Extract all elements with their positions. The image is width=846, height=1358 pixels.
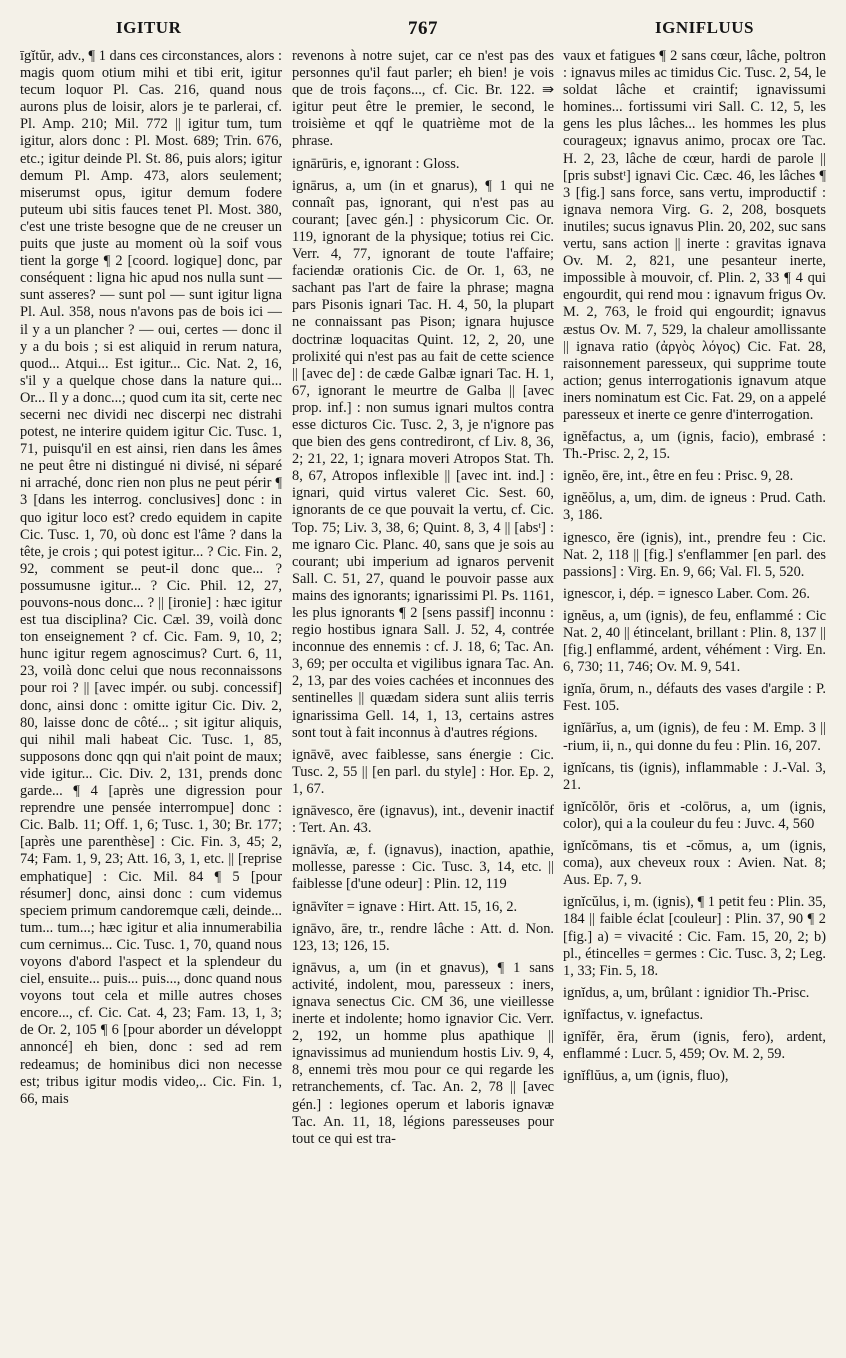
dictionary-entry: ignārūris, e, ignorant : Gloss. — [292, 155, 460, 172]
dictionary-entry: ignĭflŭus, a, um (ignis, fluo), — [563, 1068, 729, 1085]
running-head-right: IGNIFLUUS — [655, 18, 754, 37]
dictionary-entry: ignĭārĭus, a, um (ignis), de feu : M. Emp. 3 || -rium, ii, n., qui donne du feu : Plin. 16, 207. — [563, 720, 826, 754]
dictionary-entry: ignĕfactus, a, um (ignis, facio), embrasé : Th.-Prisc. 2, 2, 15. — [563, 429, 826, 463]
dictionary-entry: ignāvĭter = ignave : Hirt. Att. 15, 16, 2. — [292, 898, 518, 915]
dictionary-entry: ignesco, ĕre (ignis), int., prendre feu : Cic. Nat. 2, 118 || [fig.] s'enflammer [en parl. des passions] : Virg. En. 9, 66; Val. Fl. 5, 520. — [563, 529, 826, 580]
dictionary-entry: ignĭcŏlŏr, ōris et -colōrus, a, um (ignis, color), qui a la couleur du feu : Juvc. 4, 560 — [563, 798, 826, 832]
page-header — [0, 10, 846, 46]
dictionary-entry: ignĭfactus, v. ignefactus. — [563, 1006, 704, 1023]
dictionary-entry: ignĕo, ēre, int., être en feu : Prisc. 9, 28. — [563, 468, 794, 485]
dictionary-entry: vaux et fatigues ¶ 2 sans cœur, lâche, poltron : ignavus miles ac timidus Cic. Tusc. 2, 54, le soldat lâche et craintif; ignavissumi homines... fortissumi viri Sall. C. 12, 5, les gens les plus lâches... les hommes les plus courageux; ignavus animo, procax ore Tac. H. 2, 23, lâche de cœur, hardi de parole || [pris substᵗ] ignavi Cic. Cæc. 46, les lâches ¶ 3 [fig.] sans force, sans vertu, improductif : ignava nemora Virg. G. 2, 208, bosquets inutiles; sucus ignavus Plin. 20, 202, suc sans vertu, sans action || inerte : gravitas ignava Ov. M. 2, 821, une pesanteur inerte, impossible à mouvoir, cf. Plin. 2, 33 ¶ 4 qui engourdit, qui rend mou : ignavum frigus Ov. M. 2, 763, le froid qui engourdit; ignavus æstus Ov. M. 7, 529, la chaleur amollissante || ignava ratio (ἀργὸς λόγος) Cic. Fat. 28, raisonnement paresseux, qui supprime toute action; genus interrogationis ignavum atque iners nominatum est Cic. Fat. 29, on a appelé paresseux et inerte ce genre d'interrogation. — [563, 48, 826, 423]
column-1 — [20, 48, 282, 1350]
dictionary-entry: ignĕus, a, um (ignis), de feu, enflammé : Cic Nat. 2, 40 || étincelant, brillant : Plin. 8, 137 || [fig.] enflammé, ardent, véhément : Virg. En. 6, 730; 11, 746; Ov. M. 9, 541. — [563, 607, 826, 676]
column-2 — [292, 48, 554, 1350]
dictionary-entry: ignāvus, a, um (in et gnavus), ¶ 1 sans activité, indolent, mou, paresseux : iners, ignava senectus Cic. CM 36, une vieillesse inerte et indolente; homo ignavior Cic. Verr. 2, 192, un homme plus apathique || ignavissimus ad muniendum hostis Liv. 9, 4, 8, ennemi très mou pour ce qui regarde les retranchements, cf. Tac. An. 2, 78 || [avec gén.] : legiones operum et laboris ignavæ Tac. An. 11, 18, légions paresseuses pour tout ce qui est tra- — [292, 959, 554, 1147]
dictionary-entry: ignĭcŏmans, tis et -cŏmus, a, um (ignis, coma), aux cheveux roux : Avien. Nat. 8; Aus. Ep. 7, 9. — [563, 838, 826, 889]
dictionary-entry: ignĭcŭlus, i, m. (ignis), ¶ 1 petit feu : Plin. 35, 184 || faible éclat [couleur] : Plin. 37, 90 ¶ 2 [fig.] a) = vivacité : Cic. Fam. 15, 20, 2; b) pl., étincelles = germes : Cic. Tusc. 3, 2; Leg. 1, 33; Fin. 5, 18. — [563, 894, 826, 979]
dictionary-entry: ignāvĭa, æ, f. (ignavus), inaction, apathie, mollesse, paresse : Cic. Tusc. 3, 14, etc. || faiblesse [d'une odeur] : Plin. 12, 119 — [292, 842, 554, 893]
dictionary-entry: ignĭdus, a, um, brûlant : ignidior Th.-Prisc. — [563, 984, 810, 1001]
dictionary-entry: ignārus, a, um (in et gnarus), ¶ 1 qui ne connaît pas, ignorant, qui n'est pas au courant; [avec gén.] : physicorum Cic. Or. 119, ignorant de la physique; totius rei Cic. Verr. 4, 77, ignorant de toute l'affaire; faciendæ orationis Cic. de Or. 1, 63, ne sachant pas l'art de faire la phrase; magna pars Pisonis ignari Tac. H. 4, 50, la plupart ne connaissant pas Pison; ignara hujusce doctrinæ loquacitas Quint. 12, 2, 20, une prolixité qui n'est pas au fait de cette science || [avec de] : de cæde Galbæ ignari Tac. H. 1, 67, ignorant le meurtre de Galba || [avec prop. inf.] : non sumus ignari multos contra esse dicturos Cic. Tusc. 2, 3, je n'ignore pas que bien des gens contrediront, cf Liv. 8, 36, 2; 21, 22, 1; ignara moveri Atropos Stat. Th. 8, 67, Atropos inflexible || [avec int. ind.] : ignari, quid virtus valeret Cic. Sest. 60, ignorants de ce que pouvait la vertu, cf. Cic. Top. 75; Liv. 3, 38, 6; Quint. 8, 3, 4 || [absᵗ] : me ignaro Cic. Planc. 40, sans que je sois au courant; ubi imperium ad ignaros pervenit Sall. C. 51, 27, quand le pouvoir passe aux mains des ignorants; ignarissimi Pl. Ps. 1161, les plus ignorants ¶ 2 [sens passif] inconnu : regio hostibus ignara Sall. J. 52, 4, contrée inconnue des ennemis : cf. J. 18, 6; Tac. An. 3, 69; per occulta et vigilibus ignara Tac. An. 2, 13, par des voies cachées et inconnues des sentinelles || quædam sidera sunt aliis terris ignarissima Gell. 14, 1, 13, certains astres sont tout à fait inconnus à d'autres régions. — [292, 177, 554, 741]
dictionary-entry: ignĭfĕr, ĕra, ĕrum (ignis, fero), ardent, enflammé : Lucr. 5, 459; Ov. M. 2, 59. — [563, 1028, 826, 1063]
dictionary-entry: ignāvo, āre, tr., rendre lâche : Att. d. Non. 123, 13; 126, 15. — [292, 920, 554, 954]
dictionary-entry: īgĭtŭr, adv., ¶ 1 dans ces circonstances, alors : magis quom otium mihi et tibi erit, igitur tecum loquor Pl. Cas. 216, quand nous aurons plus de loisir, alors je te parlerai, cf. Pl. Amp. 210; Mil. 772 || igitur tum, tum igitur, alors donc : Pl. Most. 689; Trin. 676, etc.; igitur deinde Pl. St. 86, puis alors; igitur demum Pl. Amp. 473, alors seulement; miserumst opus, igitur demum fodere puteum ubi sitis fauces tenet Pl. Most. 380, c'est une triste besogne que de ne creuser un puits que juste au moment où la soif vous tient la gorge ¶ 2 [coord. logique] donc, par conséquent : ligna hic apud nos nulla sunt — sunt asseres? — sunt pol — sunt igitur ligna Pl. Aul. 358, nous n'avons pas de bois ici — il y a un plancher ? — oui, certes — donc il y a du bois ; si est aliquid in rerum natura, quod... Atqui... Est igitur... Cic. Nat. 2, 16, s'il y a quelque chose dans la nature qui... Or... Il y a donc...; quod cum ita sit, certe nec secerni nec dividi nec discerpi nec distrahi potest, ne interire quidem igitur Cic. Tusc. 1, 71, puisqu'il en est ainsi, rien dans les âmes ne peut être ni distingué ni divisé, ni séparé ni arraché, donc rien non plus ne peut périr ¶ 3 [dans les interrog. conclusives] donc : in quo igitur loco est? credo equidem in capite Cic. Tusc. 1, 70, où donc est l'âme ? dans la tête, je crois ; qui potest igitur... ? Cic. Fin. 2, 92, comment se peut-il donc que... ? possumusne igitur... ? Cic. Phil. 12, 27, pouvons-nous donc... ? || [ironie] : hæc igitur est tua disciplina? Cic. Cæl. 39, voilà donc ton enseignement ? cf. Cic. Fam. 9, 10, 2; hunc igitur regem agnoscimus? Curt. 6, 11, 23, voilà donc celui que nous reconnaissons pour roi ? || [avec impér. ou subj. concessif] donc, ainsi donc : omitte igitur Cic. Div. 2, 80, laisse donc de côté... ; sit igitur aliquis, qui nihil mali habeat Cic. Tusc. 1, 85, supposons donc qqn qui n'ait point de maux; vide igitur... Cic. Div. 2, 131, prends donc garde... ¶ 4 [après une digression pour reprendre une pensée interrompue] donc : Cic. Balb. 11; Off. 1, 6; Tusc. 1, 30; Br. 177; [après une parenthèse] : Cic. Fin. 3, 45; 2, 74; Fam. 1, 9, 23; Att. 16, 3, 1, etc. || [reprise emphatique] : Cic. Mil. 84 ¶ 5 [pour résumer] donc, ainsi donc : cum videmus speciem primum candoremque cæli, deinde... tum... tum...; hæc igitur et alia innumerabilia cum cernimus... Cic. Tusc. 1, 70, quand nous voyons d'abord l'aspect et la splendeur du ciel, ensuite... puis... puis..., donc quand nous voyons tout cela et mille autres choses encore..., cf. Cic. Cat. 4, 23; Fam. 13, 1, 3; de Or. 2, 105 ¶ 6 [pour aborder un développt annoncé] eh bien, donc : sed ad rem redeamus; de hominibus dici non necesse est; tribus igitur modis video,.. Cic. Fin. 1, 66, mais — [20, 48, 282, 1107]
dictionary-entry: ignĭa, ōrum, n., défauts des vases d'argile : P. Fest. 105. — [563, 681, 826, 715]
column-3 — [563, 48, 826, 1350]
dictionary-entry: revenons à notre sujet, car ce n'est pas des personnes qu'il faut parler; eh bien! je vois que de trois façons..., cf. Cic. Br. 122. ⇛ igitur peut être le premier, le second, le troisième et qqf le quatrième mot de la phrase. — [292, 48, 554, 150]
dictionary-entry: ignāvesco, ĕre (ignavus), int., devenir inactif : Tert. An. 43. — [292, 803, 554, 837]
dictionary-entry: ignāvē, avec faiblesse, sans énergie : Cic. Tusc. 2, 55 || [en parl. du style] : Hor. Ep. 2, 1, 67. — [292, 746, 554, 797]
running-head-left: IGITUR — [116, 18, 182, 37]
page-number: 767 — [408, 18, 438, 39]
dictionary-entry: ignĕŏlus, a, um, dim. de igneus : Prud. Cath. 3, 186. — [563, 490, 826, 524]
dictionary-entry: ignĭcans, tis (ignis), inflammable : J.-Val. 3, 21. — [563, 759, 826, 793]
dictionary-entry: ignescor, i, dép. = ignesco Laber. Com. 26. — [563, 585, 810, 602]
